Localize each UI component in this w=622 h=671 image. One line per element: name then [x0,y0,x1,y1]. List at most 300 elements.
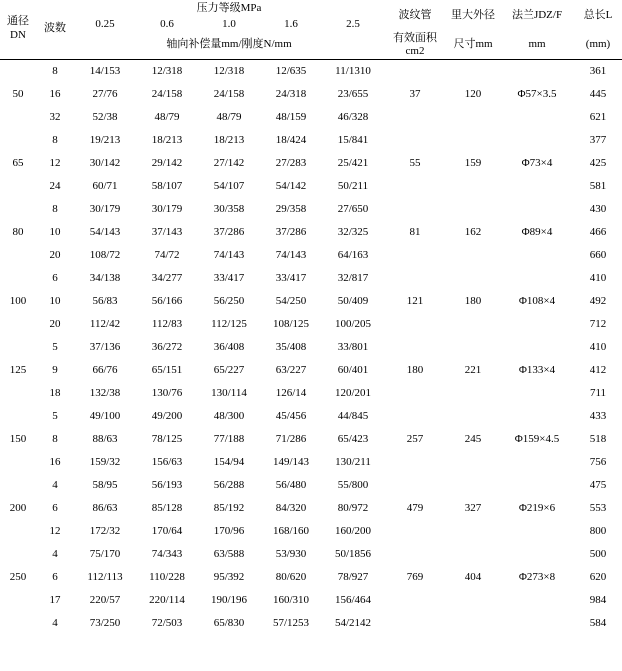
cell-bellows-area: 769 [406,571,424,584]
cell-outer-diameter [446,451,500,474]
header-dn-line2: DN [10,28,26,41]
cell-pressure-25: 25/421 [337,157,369,170]
header-dn-line1: 通径 [7,14,29,27]
cell-pressure-06: 18/213 [151,134,183,147]
cell-bellows-area [384,520,446,543]
cell-total-length: 712 [589,318,607,331]
table-row [0,221,622,244]
cell-bellows-area [384,106,446,129]
header-pressure-10: 1.0 [222,17,236,30]
cell-bellows-area [384,451,446,474]
cell-pressure-06: 85/128 [151,502,183,515]
cell-waves: 17 [49,594,61,607]
table-row [0,152,622,175]
cell-total-length: 620 [589,571,607,584]
cell-bellows-area: 121 [406,295,424,308]
cell-pressure-25: 32/325 [337,226,369,239]
cell-waves: 4 [52,548,58,561]
header-flange-line1: 法兰JDZ/F [511,9,563,22]
header-pressure-06: 0.6 [160,17,174,30]
cell-outer-diameter: 180 [464,295,482,308]
cell-dn: 100 [9,295,27,308]
cell-pressure-10: 56/288 [213,479,245,492]
cell-pressure-06: 112/83 [151,318,183,331]
cell-dn [0,313,36,336]
cell-pressure-10: 112/125 [211,318,247,331]
cell-outer-diameter: 120 [464,88,482,101]
cell-pressure-06: 34/277 [151,272,183,285]
cell-pressure-16: 80/620 [275,571,307,584]
cell-flange-size: Φ108×4 [518,295,556,308]
cell-pressure-10: 65/830 [213,617,245,630]
cell-outer-diameter [446,60,500,84]
cell-outer-diameter: 159 [464,157,482,170]
cell-pressure-25: 100/205 [334,318,372,331]
cell-waves: 8 [52,134,58,147]
cell-waves: 4 [52,479,58,492]
table-body [0,60,622,636]
cell-pressure-16: 33/417 [275,272,307,285]
cell-total-length: 581 [589,180,607,193]
cell-pressure-16: 53/930 [275,548,307,561]
cell-total-length: 553 [589,502,607,515]
cell-flange-size [500,106,574,129]
table-row [0,612,622,635]
cell-pressure-16: 84/320 [275,502,307,515]
cell-pressure-10: 27/142 [213,157,245,170]
cell-pressure-16: 54/142 [275,180,307,193]
cell-waves: 9 [52,364,58,377]
cell-bellows-area [384,60,446,84]
table-row [0,106,622,129]
cell-outer-diameter [446,198,500,221]
cell-pressure-025: 75/170 [89,548,121,561]
cell-bellows-area [384,267,446,290]
cell-pressure-025: 172/32 [89,525,121,538]
cell-flange-size: Φ73×4 [521,157,553,170]
cell-pressure-10: 56/250 [213,295,245,308]
cell-bellows-area [384,129,446,152]
header-cell-total-length [574,0,622,32]
cell-outer-diameter [446,543,500,566]
table-row [0,589,622,612]
cell-bellows-area [384,382,446,405]
cell-dn [0,198,36,221]
cell-dn [0,129,36,152]
cell-flange-size [500,543,574,566]
cell-waves: 24 [49,180,61,193]
cell-pressure-10: 18/213 [213,134,245,147]
cell-pressure-16: 29/358 [275,203,307,216]
cell-flange-size: Φ89×4 [521,226,553,239]
cell-outer-diameter [446,244,500,267]
cell-pressure-25: 15/841 [337,134,369,147]
cell-dn [0,175,36,198]
cell-pressure-10: 74/143 [213,249,245,262]
cell-pressure-16: 54/250 [275,295,307,308]
cell-total-length: 410 [589,272,607,285]
cell-total-length: 425 [589,157,607,170]
cell-total-length: 584 [589,617,607,630]
cell-pressure-25: 50/409 [337,295,369,308]
header-pressure-025: 0.25 [95,17,115,30]
cell-pressure-06: 156/63 [151,456,183,469]
cell-waves: 10 [49,226,61,239]
header-od-line2: 尺寸mm [453,38,493,51]
cell-bellows-area [384,405,446,428]
cell-bellows-area [384,336,446,359]
cell-pressure-06: 56/193 [151,479,183,492]
cell-pressure-25: 64/163 [337,249,369,262]
cell-pressure-10: 130/114 [211,387,247,400]
table-row [0,313,622,336]
table-row [0,244,622,267]
cell-pressure-25: 50/1856 [334,548,372,561]
cell-pressure-10: 95/392 [213,571,245,584]
cell-pressure-25: 11/1310 [335,65,371,78]
header-total-line1: 总长L [583,9,613,22]
cell-pressure-06: 78/125 [151,433,183,446]
cell-pressure-06: 56/166 [151,295,183,308]
cell-outer-diameter [446,129,500,152]
cell-pressure-025: 30/142 [89,157,121,170]
cell-outer-diameter [446,520,500,543]
cell-dn [0,612,36,635]
header-bellows-line1: 波纹管 [398,9,432,22]
cell-pressure-025: 34/138 [89,272,121,285]
cell-pressure-25: 160/200 [334,525,372,538]
cell-total-length: 660 [589,249,607,262]
cell-pressure-06: 12/318 [151,65,183,78]
cell-pressure-16: 63/227 [275,364,307,377]
cell-pressure-10: 54/107 [213,180,245,193]
cell-total-length: 445 [589,88,607,101]
cell-pressure-25: 60/401 [337,364,369,377]
cell-pressure-025: 66/76 [92,364,118,377]
cell-flange-size [500,451,574,474]
cell-pressure-025: 30/179 [89,203,121,216]
cell-pressure-10: 170/96 [213,525,245,538]
table-row [0,359,622,382]
header-cell-outer-diameter [446,0,500,32]
table-row [0,474,622,497]
cell-total-length: 433 [589,410,607,423]
cell-bellows-area: 257 [406,433,424,446]
cell-pressure-06: 170/64 [151,525,183,538]
cell-pressure-10: 24/158 [213,88,245,101]
table-row [0,83,622,106]
cell-pressure-16: 18/424 [275,134,307,147]
cell-pressure-16: 12/635 [275,65,307,78]
cell-outer-diameter [446,382,500,405]
cell-bellows-area [384,175,446,198]
cell-waves: 8 [52,65,58,78]
cell-waves: 6 [52,502,58,515]
cell-waves: 20 [49,318,61,331]
cell-pressure-10: 48/300 [213,410,245,423]
table-row [0,175,622,198]
cell-dn [0,405,36,428]
cell-pressure-10: 30/358 [213,203,245,216]
cell-pressure-025: 112/42 [89,318,121,331]
cell-outer-diameter: 327 [464,502,482,515]
cell-pressure-25: 33/801 [337,341,369,354]
cell-waves: 10 [49,295,61,308]
cell-waves: 8 [52,203,58,216]
cell-pressure-06: 65/151 [151,364,183,377]
cell-pressure-06: 74/343 [151,548,183,561]
table-row [0,129,622,152]
cell-pressure-025: 58/95 [92,479,118,492]
cell-total-length: 377 [589,134,607,147]
cell-waves: 12 [49,157,61,170]
header-cell-bellows-area [384,0,446,32]
cell-pressure-10: 154/94 [213,456,245,469]
cell-flange-size: Φ219×6 [518,502,556,515]
cell-pressure-25: 27/650 [337,203,369,216]
cell-pressure-025: 88/63 [92,433,118,446]
header-pressure-16: 1.6 [284,17,298,30]
table-row [0,198,622,221]
cell-pressure-25: 130/211 [335,456,371,469]
cell-waves: 5 [52,341,58,354]
cell-total-length: 466 [589,226,607,239]
table-row [0,267,622,290]
cell-pressure-10: 33/417 [213,272,245,285]
cell-dn [0,589,36,612]
cell-pressure-16: 45/456 [275,410,307,423]
cell-outer-diameter [446,336,500,359]
cell-pressure-06: 36/272 [151,341,183,354]
cell-pressure-25: 23/655 [337,88,369,101]
cell-pressure-16: 56/480 [275,479,307,492]
table-row [0,543,622,566]
cell-pressure-025: 49/100 [89,410,121,423]
cell-total-length: 518 [589,433,607,446]
cell-pressure-10: 85/192 [213,502,245,515]
cell-pressure-25: 65/423 [337,433,369,446]
cell-outer-diameter [446,175,500,198]
cell-bellows-area: 180 [406,364,424,377]
cell-flange-size [500,382,574,405]
cell-pressure-06: 72/503 [151,617,183,630]
cell-pressure-025: 52/38 [92,111,118,124]
cell-pressure-025: 220/57 [89,594,121,607]
cell-dn [0,244,36,267]
cell-dn [0,543,36,566]
cell-outer-diameter [446,267,500,290]
cell-pressure-16: 71/286 [275,433,307,446]
cell-pressure-06: 48/79 [154,111,180,124]
cell-pressure-025: 73/250 [89,617,121,630]
table-row [0,336,622,359]
cell-dn [0,106,36,129]
header-total-line2: (mm) [585,38,611,51]
cell-pressure-16: 168/160 [272,525,310,538]
cell-pressure-16: 48/159 [275,111,307,124]
table-row [0,405,622,428]
header-waves-label: 波数 [44,22,66,35]
cell-pressure-25: 78/927 [337,571,369,584]
cell-flange-size [500,60,574,84]
cell-pressure-06: 29/142 [151,157,183,170]
cell-dn: 125 [9,364,27,377]
table-header [0,0,622,60]
table-row [0,566,622,589]
cell-pressure-25: 32/817 [337,272,369,285]
cell-pressure-025: 37/136 [89,341,121,354]
cell-flange-size [500,336,574,359]
cell-pressure-25: 55/800 [337,479,369,492]
header-axial-note: 轴向补偿量mm/刚度N/mm [166,38,292,51]
cell-dn [0,474,36,497]
cell-dn: 65 [12,157,24,170]
cell-flange-size [500,244,574,267]
cell-dn: 200 [9,502,27,515]
cell-flange-size [500,198,574,221]
cell-outer-diameter: 162 [464,226,482,239]
cell-dn [0,382,36,405]
cell-pressure-025: 27/76 [92,88,118,101]
cell-flange-size [500,129,574,152]
cell-flange-size: Φ159×4.5 [514,433,560,446]
cell-total-length: 711 [589,387,607,400]
cell-pressure-025: 132/38 [89,387,121,400]
cell-waves: 4 [52,617,58,630]
cell-dn: 50 [12,88,24,101]
cell-waves: 6 [52,272,58,285]
cell-pressure-16: 24/318 [275,88,307,101]
cell-pressure-06: 58/107 [151,180,183,193]
cell-waves: 6 [52,571,58,584]
cell-total-length: 410 [589,341,607,354]
cell-waves: 8 [52,433,58,446]
cell-pressure-25: 44/845 [337,410,369,423]
cell-bellows-area: 55 [409,157,421,170]
cell-pressure-025: 86/63 [92,502,118,515]
cell-outer-diameter [446,474,500,497]
cell-waves: 18 [49,387,61,400]
cell-flange-size [500,313,574,336]
cell-pressure-06: 110/228 [149,571,185,584]
cell-pressure-025: 108/72 [89,249,121,262]
cell-pressure-06: 24/158 [151,88,183,101]
cell-pressure-16: 149/143 [272,456,310,469]
cell-flange-size [500,474,574,497]
cell-pressure-16: 126/14 [275,387,307,400]
cell-outer-diameter: 245 [464,433,482,446]
cell-outer-diameter [446,589,500,612]
cell-dn [0,267,36,290]
cell-total-length: 984 [589,594,607,607]
cell-flange-size [500,267,574,290]
cell-pressure-16: 37/286 [275,226,307,239]
cell-bellows-area [384,543,446,566]
cell-pressure-025: 56/83 [92,295,118,308]
cell-dn: 80 [12,226,24,239]
cell-total-length: 500 [589,548,607,561]
cell-pressure-16: 160/310 [272,594,310,607]
header-cell-waves [36,0,74,57]
header-bellows-line2: 有效面积cm2 [393,32,438,57]
cell-outer-diameter [446,313,500,336]
cell-bellows-area [384,474,446,497]
cell-outer-diameter [446,106,500,129]
cell-total-length: 800 [589,525,607,538]
cell-bellows-area [384,589,446,612]
cell-flange-size [500,589,574,612]
header-od-line1: 里大外径 [451,9,496,22]
cell-pressure-06: 74/72 [154,249,180,262]
cell-pressure-06: 220/114 [149,594,185,607]
table-row [0,520,622,543]
header-cell-flange [500,0,574,32]
cell-pressure-10: 36/408 [213,341,245,354]
cell-outer-diameter: 404 [464,571,482,584]
cell-flange-size [500,175,574,198]
cell-pressure-06: 30/179 [151,203,183,216]
cell-pressure-16: 108/125 [272,318,310,331]
cell-flange-size: Φ57×3.5 [517,88,557,101]
cell-pressure-25: 120/201 [334,387,372,400]
cell-pressure-16: 74/143 [275,249,307,262]
cell-pressure-25: 156/464 [334,594,372,607]
cell-dn [0,60,36,84]
table-row [0,382,622,405]
cell-waves: 32 [49,111,61,124]
header-row-top [0,0,622,16]
cell-dn [0,520,36,543]
cell-pressure-25: 54/2142 [334,617,372,630]
cell-total-length: 430 [589,203,607,216]
cell-pressure-025: 19/213 [89,134,121,147]
cell-waves: 16 [49,456,61,469]
cell-pressure-025: 60/71 [92,180,118,193]
cell-dn: 150 [9,433,27,446]
header-row-units [0,32,622,57]
cell-pressure-10: 65/227 [213,364,245,377]
header-flange-line2: mm [528,38,546,51]
cell-bellows-area [384,244,446,267]
cell-pressure-06: 130/76 [151,387,183,400]
cell-bellows-area [384,198,446,221]
cell-pressure-16: 57/1253 [272,617,310,630]
table-row [0,290,622,313]
cell-flange-size [500,520,574,543]
cell-flange-size: Φ133×4 [518,364,556,377]
header-cell-dn [0,0,36,57]
table-row [0,428,622,451]
cell-pressure-25: 46/328 [337,111,369,124]
cell-flange-size [500,612,574,635]
cell-dn [0,451,36,474]
cell-bellows-area: 479 [406,502,424,515]
table-row [0,497,622,520]
cell-pressure-25: 80/972 [337,502,369,515]
cell-outer-diameter [446,405,500,428]
header-cell-pressure-group [74,0,384,16]
cell-waves: 12 [49,525,61,538]
cell-dn: 250 [9,571,27,584]
cell-pressure-10: 37/286 [213,226,245,239]
cell-total-length: 361 [589,65,607,78]
cell-pressure-16: 35/408 [275,341,307,354]
cell-flange-size: Φ273×8 [518,571,556,584]
cell-outer-diameter: 221 [464,364,482,377]
cell-total-length: 412 [589,364,607,377]
cell-pressure-16: 27/283 [275,157,307,170]
cell-total-length: 756 [589,456,607,469]
